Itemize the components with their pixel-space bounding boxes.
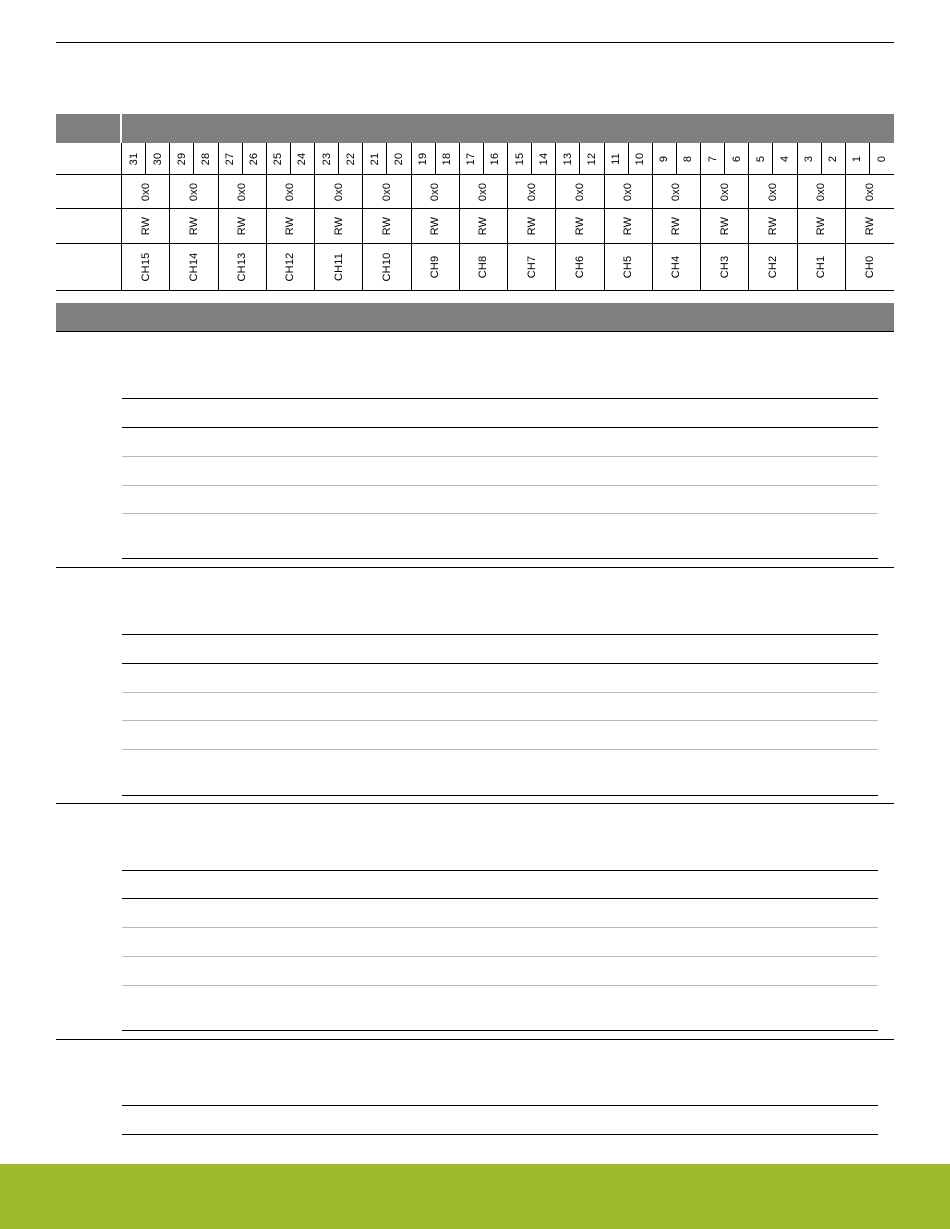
header-label-cell [56,114,122,143]
field-block [56,331,894,568]
reset-value: 0x0 [718,182,731,201]
bit-number: 0 [875,155,888,162]
table-rule [122,456,878,457]
reset-value-cell [363,175,411,208]
reset-value-cell [749,175,797,208]
bit-number-cell [315,143,339,174]
reset-value-cell [846,175,894,208]
reset-value-cell [170,175,218,208]
reset-row-label [56,175,122,208]
table-rule [122,927,878,928]
reset-value: 0x0 [187,182,200,201]
bit-number-cell [412,143,436,174]
access-type-cell [412,209,460,243]
access-type: RW [573,216,586,236]
reset-value-cell [556,175,604,208]
field-name-cell [798,244,846,290]
header-title-cell [122,114,894,143]
access-type-cell [219,209,267,243]
bit-number-cell [605,143,629,174]
reset-value-cell [267,175,315,208]
reset-value: 0x0 [332,182,345,201]
table-rule [122,692,878,693]
reset-value: 0x0 [429,182,442,201]
bit-number: 20 [392,152,405,165]
bit-number-cell [194,143,218,174]
field-name: CH11 [332,252,345,282]
access-type: RW [429,216,442,236]
bit-number: 22 [344,152,357,165]
field-name-cell [846,244,894,290]
bit-number-cell [339,143,363,174]
field-name-cell [556,244,604,290]
bit-number-cell [436,143,460,174]
reset-value-cell [219,175,267,208]
reset-value: 0x0 [380,182,393,201]
field-name: CH15 [139,252,152,282]
bit-number: 23 [320,152,333,165]
bit-number: 5 [754,155,767,162]
reset-value: 0x0 [863,182,876,201]
bit-number: 21 [368,152,381,165]
table-rule [122,558,878,559]
bit-number: 8 [682,155,695,162]
field-name-cell [363,244,411,290]
table-rule [122,749,878,750]
field-block [56,567,894,804]
bit-number-cell [122,143,146,174]
bit-number-cell [291,143,315,174]
bit-number-cell [243,143,267,174]
bit-number-cell [749,143,773,174]
access-type: RW [477,216,490,236]
bit-number: 31 [127,152,140,165]
access-type-cell [605,209,653,243]
table-rule [122,1030,878,1031]
bit-number: 10 [634,152,647,165]
bit-number-cell [267,143,291,174]
field-name: CH10 [380,252,393,282]
access-type: RW [236,216,249,236]
access-type-cell [846,209,894,243]
table-rule [122,898,878,899]
field-name: CH0 [863,255,876,279]
reset-value-cell [605,175,653,208]
access-type-cell [170,209,218,243]
bit-number-cell [387,143,411,174]
access-type: RW [815,216,828,236]
bit-number-cell [146,143,170,174]
reset-value-cell [460,175,508,208]
field-name-cell [170,244,218,290]
table-rule [122,513,878,514]
bit-row [56,143,894,175]
access-type-cell [363,209,411,243]
table-rule [122,1134,878,1135]
bit-number: 13 [561,152,574,165]
access-type: RW [284,216,297,236]
access-type: RW [187,216,200,236]
bit-number-cell [822,143,846,174]
table-rule [122,870,878,871]
table-rule [122,398,878,399]
field-name-cell [508,244,556,290]
table-rule [122,956,878,957]
field-block [56,803,894,1040]
access-type: RW [670,216,683,236]
bit-number: 14 [537,152,550,165]
field-name: CH12 [284,252,297,282]
access-type: RW [863,216,876,236]
reset-value: 0x0 [573,182,586,201]
field-name-cell [267,244,315,290]
bit-number: 2 [827,155,840,162]
reset-value-cell [653,175,701,208]
bit-number: 17 [465,152,478,165]
access-type-cell [508,209,556,243]
table-rule [122,1105,878,1106]
field-name-cell [122,244,170,290]
field-block [56,1039,894,1140]
bit-number: 6 [730,155,743,162]
field-name: CH8 [477,255,490,279]
bit-number-cell [460,143,484,174]
reset-value-cell [798,175,846,208]
bit-number-cell [556,143,580,174]
top-rule [56,42,894,43]
reset-value-cell [701,175,749,208]
field-name: CH6 [573,255,586,279]
bit-number-cell [508,143,532,174]
bit-number: 15 [513,152,526,165]
field-name-cell [315,244,363,290]
bit-number-cell [219,143,243,174]
reset-row [56,175,894,209]
bit-number-cell [170,143,194,174]
reset-value: 0x0 [477,182,490,201]
bit-number-cell [532,143,556,174]
reset-value-cell [412,175,460,208]
field-name-cell [701,244,749,290]
access-type-cell [315,209,363,243]
field-name-cell [219,244,267,290]
bit-number-cell [773,143,797,174]
bit-number: 24 [296,152,309,165]
field-name-cell [605,244,653,290]
bit-number: 9 [658,155,671,162]
field-name: CH5 [622,255,635,279]
field-name-cell [460,244,508,290]
access-type: RW [380,216,393,236]
table-rule [122,720,878,721]
reset-value: 0x0 [139,182,152,201]
reset-value: 0x0 [766,182,779,201]
bit-number: 29 [175,152,188,165]
reset-value: 0x0 [622,182,635,201]
register-table-header [56,114,894,143]
field-name-cell [749,244,797,290]
field-name: CH2 [766,255,779,279]
bit-number: 25 [272,152,285,165]
bit-number: 19 [417,152,430,165]
field-description-header [56,303,894,331]
table-rule [122,485,878,486]
bit-number-cell [484,143,508,174]
access-type-cell [798,209,846,243]
bit-number-cell [629,143,653,174]
reset-value-cell [315,175,363,208]
field-name: CH3 [718,255,731,279]
access-type-cell [556,209,604,243]
name-row [56,244,894,291]
bit-number-cell [798,143,822,174]
bit-number-cell [653,143,677,174]
reset-value: 0x0 [815,182,828,201]
access-type: RW [766,216,779,236]
name-row-label [56,244,122,290]
access-type-cell [653,209,701,243]
access-row [56,209,894,244]
bit-number: 12 [585,152,598,165]
bit-number: 4 [778,155,791,162]
bit-number-cell [677,143,701,174]
access-type-cell [267,209,315,243]
access-type: RW [332,216,345,236]
bit-number: 27 [224,152,237,165]
access-row-label [56,209,122,243]
reset-value: 0x0 [284,182,297,201]
bit-number: 28 [199,152,212,165]
bit-number-cell [725,143,749,174]
table-rule [122,427,878,428]
field-name: CH13 [236,252,249,282]
reset-value-cell [508,175,556,208]
field-name: CH1 [815,255,828,279]
access-type: RW [525,216,538,236]
table-rule [122,663,878,664]
register-table [56,114,894,291]
reset-value: 0x0 [525,182,538,201]
bit-number-cell [870,143,894,174]
field-name: CH14 [187,252,200,282]
access-type: RW [718,216,731,236]
bit-number: 30 [151,152,164,165]
field-name-cell [412,244,460,290]
table-rule [122,795,878,796]
bit-number: 16 [489,152,502,165]
bit-number-cell [363,143,387,174]
reset-value: 0x0 [670,182,683,201]
bit-number: 11 [610,152,623,165]
field-name: CH7 [525,255,538,279]
table-rule [122,985,878,986]
field-name: CH9 [429,255,442,279]
access-type: RW [622,216,635,236]
bit-number-cell [701,143,725,174]
bit-number: 18 [441,152,454,165]
reset-value-cell [122,175,170,208]
access-type-cell [122,209,170,243]
table-rule [122,634,878,635]
bit-number-cell [846,143,870,174]
field-name: CH4 [670,255,683,279]
bit-number: 3 [803,155,816,162]
bit-row-label [56,143,122,174]
bit-number: 7 [706,155,719,162]
bit-number: 26 [248,152,261,165]
footer-bar [0,1164,950,1229]
access-type: RW [139,216,152,236]
reset-value: 0x0 [236,182,249,201]
bit-number-cell [580,143,604,174]
access-type-cell [460,209,508,243]
access-type-cell [701,209,749,243]
bit-number: 1 [851,155,864,162]
access-type-cell [749,209,797,243]
field-name-cell [653,244,701,290]
